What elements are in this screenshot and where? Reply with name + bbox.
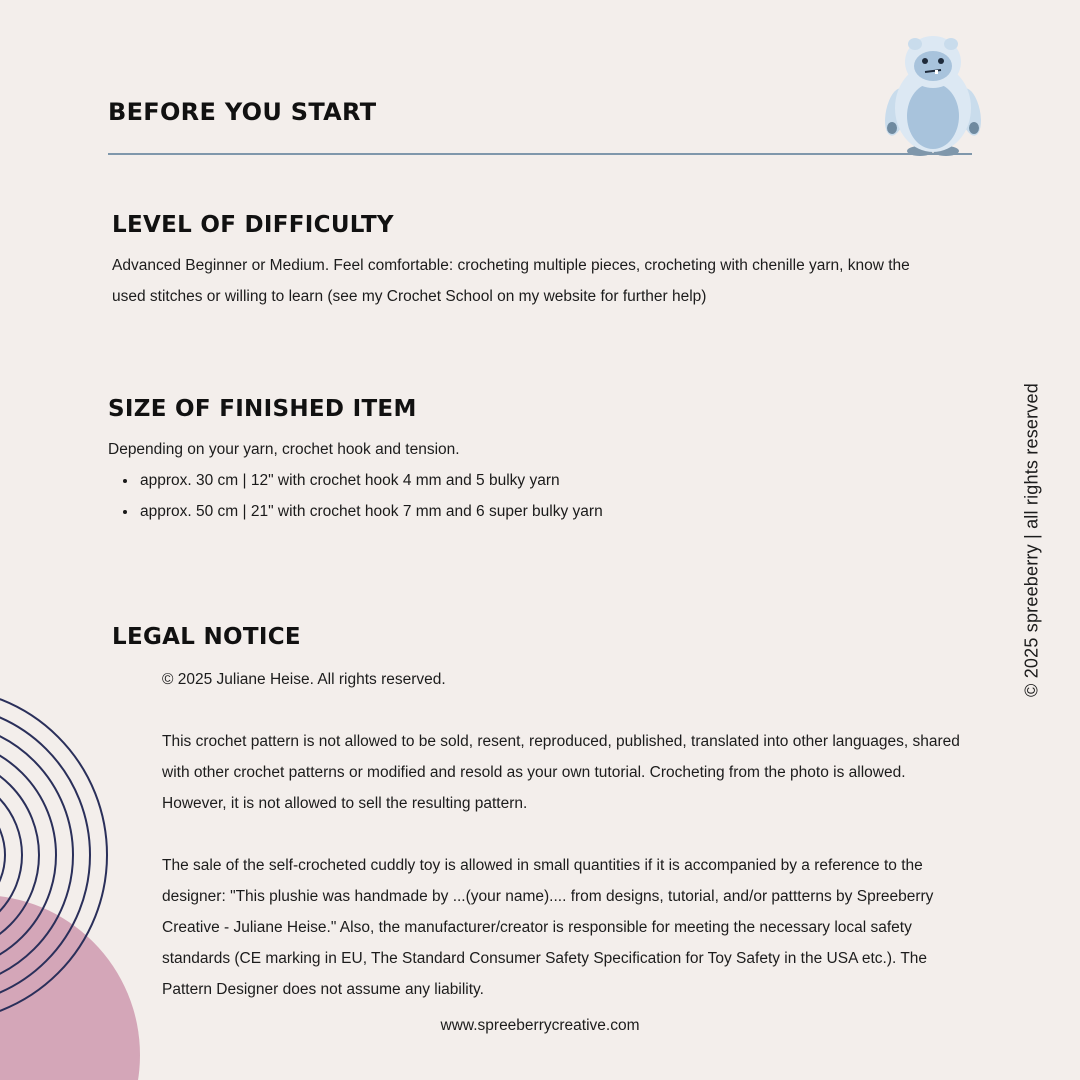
legal-paragraph-2: The sale of the self-crocheted cuddly toy is allowed in small quantities if it is accompanied by a reference to the designer: "This plushie was handmade by ...(your name).... from designs, tutorial, and/or pattterns by Spreeberry Creative - Juliane Heise." Also, the manufacturer/creator is responsible for meeting the necessary local safety standards (CE marking in EU, The Standard Consumer Safety Specification for Toy Safety in the USA etc.). The Pattern Designer does not assume any liability. bbox=[162, 857, 934, 998]
yeti-icon bbox=[882, 30, 984, 158]
size-section bbox=[108, 396, 938, 527]
decorative-blob bbox=[0, 895, 140, 1080]
difficulty-title: LEVEL OF DIFFICULTY bbox=[112, 212, 394, 238]
difficulty-text: Advanced Beginner or Medium. Feel comfortable: crocheting multiple pieces, crocheting with chenille yarn, know the used stitches or willing to learn (see my Crochet School on my website for further help) bbox=[112, 257, 910, 305]
side-copyright: © 2025 spreeberry | all rights reserved bbox=[1021, 383, 1042, 697]
footer-url[interactable]: www.spreeberrycreative.com bbox=[440, 1017, 640, 1034]
size-title: SIZE OF FINISHED ITEM bbox=[108, 396, 417, 422]
size-item-large: • approx. 50 cm | 21" with crochet hook 7 mm and 6 super bulky yarn bbox=[138, 496, 938, 527]
header-divider bbox=[108, 153, 972, 155]
size-item-small: • approx. 30 cm | 12" with crochet hook 4 mm and 5 bulky yarn bbox=[138, 465, 938, 496]
difficulty-section bbox=[112, 212, 942, 312]
page-title: BEFORE YOU START bbox=[108, 98, 377, 126]
legal-body bbox=[162, 664, 968, 1005]
legal-copyright: © 2025 Juliane Heise. All rights reserved. bbox=[162, 671, 446, 688]
legal-title: LEGAL NOTICE bbox=[112, 624, 301, 650]
legal-paragraph-1: This crochet pattern is not allowed to be sold, resent, reproduced, published, translated into other languages, shared with other crochet patterns or modified and resold as your own tutorial. Crocheting from the photo is allowed. However, it is not allowed to sell the resulting pattern. bbox=[162, 733, 960, 812]
size-intro: Depending on your yarn, crochet hook and tension. bbox=[108, 441, 460, 458]
size-list bbox=[108, 465, 938, 527]
